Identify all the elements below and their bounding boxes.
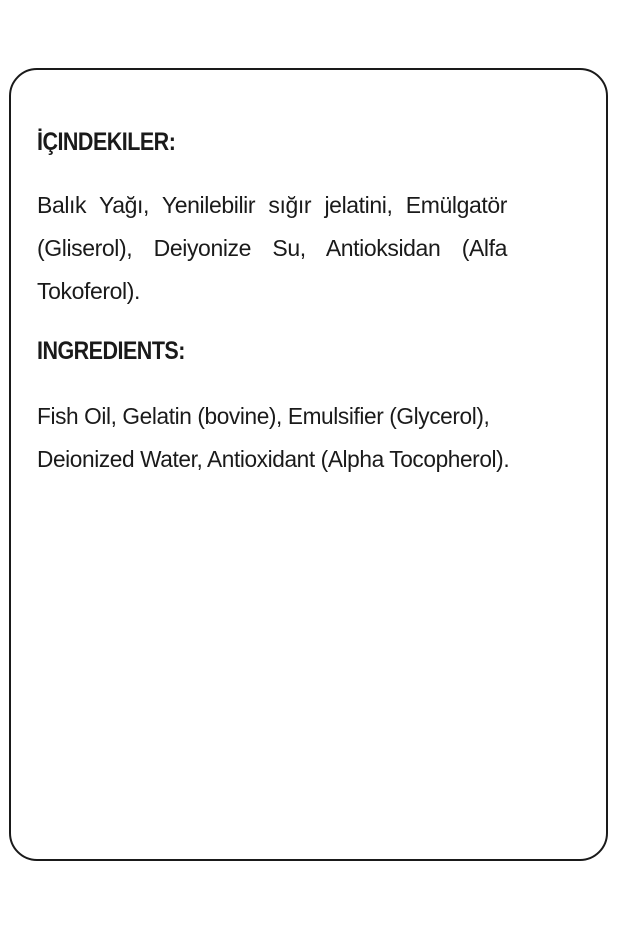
turkish-ingredients-text: Balık Yağı, Yenilebilir sığır jelatini, Emülgatör (Gliserol), Deiyonize Su, Antioksidan (Alfa Tokoferol).	[37, 192, 507, 304]
turkish-ingredients-heading: İÇINDEKILER:	[37, 128, 176, 156]
english-ingredients-text: Fish Oil, Gelatin (bovine), Emulsifier (Glycerol), Deionized Water, Antioxidant (Alpha Tocopherol).	[37, 403, 510, 472]
english-ingredients-heading: INGREDIENTS:	[37, 337, 185, 365]
ingredients-label-card	[9, 68, 608, 861]
